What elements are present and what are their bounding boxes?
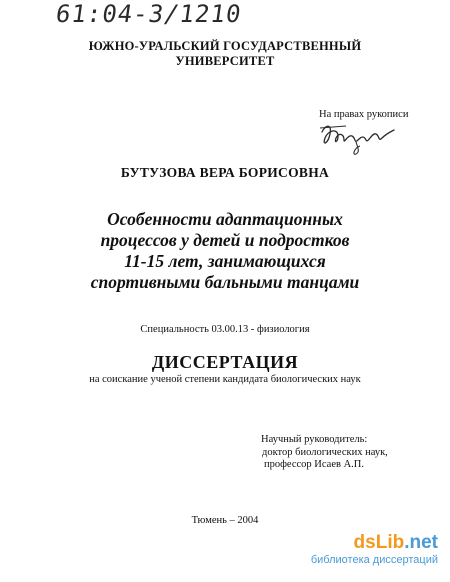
specialty-code: Специальность 03.00.13 - физиология	[140, 324, 310, 335]
logo-part-net: .net	[404, 532, 438, 553]
author-name: БУТУЗОВА ВЕРА БОРИСОВНА	[120, 165, 330, 180]
dslib-watermark[interactable]	[311, 533, 438, 566]
advisor-label: Научный руководитель:	[261, 434, 368, 445]
title-line: спортивными бальными танцами	[90, 272, 360, 292]
title-line: Особенности адаптационных	[107, 209, 343, 229]
advisor-degree: доктор биологических наук,	[262, 447, 388, 458]
archive-code: 61:04-3/1210	[54, 0, 244, 28]
dissertation-heading: ДИССЕРТАЦИЯ	[151, 352, 299, 372]
rights-note: На правах рукописи	[319, 109, 409, 120]
dslib-caption: библиотека диссертаций	[310, 554, 438, 566]
logo-part-dslib: dsLib	[353, 532, 405, 553]
university-name-line1: ЮЖНО-УРАЛЬСКИЙ ГОСУДАРСТВЕННЫЙ	[88, 39, 362, 53]
title-line: процессов у детей и подростков	[100, 230, 350, 250]
university-name-line2: УНИВЕРСИТЕТ	[175, 54, 275, 68]
title-line: 11-15 лет, занимающихся	[124, 251, 326, 271]
city-year: Тюмень – 2004	[191, 515, 259, 526]
handwritten-signature	[316, 118, 396, 158]
advisor-name: профессор Исаев А.П.	[264, 459, 364, 470]
degree-subheading: на соискание ученой степени кандидата биологических наук	[89, 374, 361, 385]
dslib-logo	[311, 533, 438, 553]
